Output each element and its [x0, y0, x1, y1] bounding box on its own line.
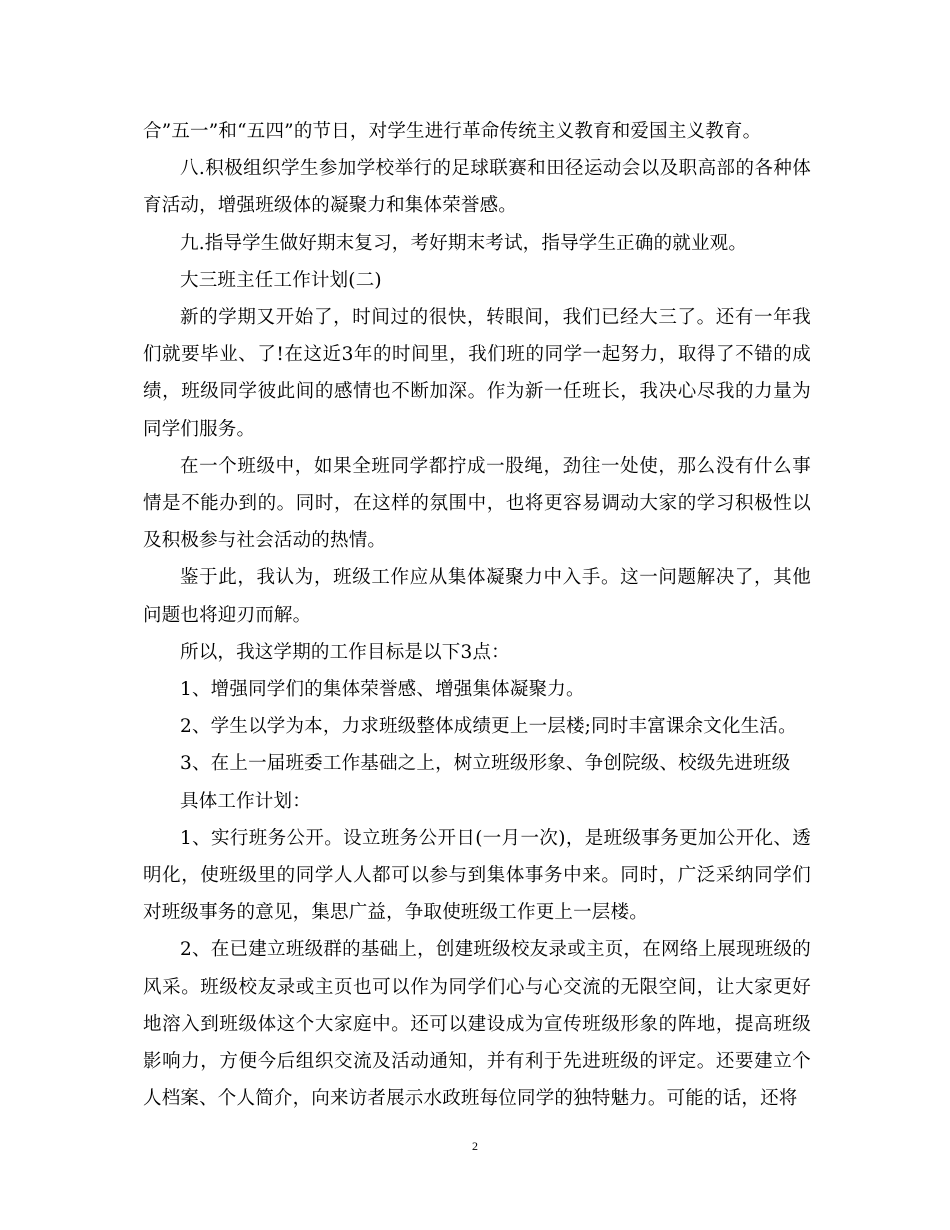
page-number: 2 [472, 1139, 478, 1153]
paragraph-item-nine: 九.指导学生做好期末复习，考好期末考试，指导学生正确的就业观。 [180, 232, 748, 254]
paragraph-intro: 新的学期又开始了，时间过的很快，转眼间，我们已经大三了。还有一年我们就要毕业、了!在这近3年的时间里，我们班的同学一起努力，取得了不错的成绩，班级同学彼此间的感情也不断加深。作为新一任班长，我决心尽我的力量为同学们服务。 [143, 307, 811, 440]
paragraph-goals-intro: 所以，我这学期的工作目标是以下3点： [180, 641, 510, 663]
goal-item-3: 3、在上一届班委工作基础之上，树立班级形象、争创院级、校级先进班级 [180, 753, 791, 775]
paragraph-cohesion: 在一个班级中，如果全班同学都拧成一股绳，劲往一处使，那么没有什么事情是不能办到的。同时，在这样的氛围中，也将更容易调动大家的学习积极性以及积极参与社会活动的热情。 [143, 455, 811, 552]
paragraph-approach: 鉴于此，我认为，班级工作应从集体凝聚力中入手。这一问题解决了，其他问题也将迎刃而解。 [143, 567, 811, 626]
goal-item-2: 2、学生以学为本，力求班级整体成绩更上一层楼;同时丰富课余文化生活。 [180, 716, 797, 738]
document-body [143, 113, 811, 1117]
paragraph-continuation: 合”五一”和“五四”的节日，对学生进行革命传统主义教育和爱国主义教育。 [143, 121, 762, 142]
plan-item-2: 2、在已建立班级群的基础上，创建班级校友录或主页，在网络上展现班级的风采。班级校友录或主页也可以作为同学们心与心交流的无限空间，让大家更好地溶入到班级体这个大家庭中。还可以建设成为宣传班级形象的阵地，提高班级影响力，方便今后组织交流及活动通知，并有利于先进班级的评定。还要建立个人档案、个人简介，向来访者展示水政班每位同学的独特魅力。可能的话，还将 [143, 939, 811, 1110]
paragraph-item-eight: 八.积极组织学生参加学校举行的足球联赛和田径运动会以及职高部的各种体育活动，增强班级体的凝聚力和集体荣誉感。 [143, 158, 811, 217]
plan-item-1: 1、实行班务公开。设立班务公开日(一月一次)，是班级事务更加公开化、透明化，使班级里的同学人人都可以参与到集体事务中来。同时，广泛采纳同学们对班级事务的意见，集思广益，争取使班级工作更上一层楼。 [143, 827, 811, 924]
section-heading: 大三班主任工作计划(二) [180, 269, 382, 291]
plan-heading: 具体工作计划： [180, 790, 311, 812]
goal-item-1: 1、增强同学们的集体荣誉感、增强集体凝聚力。 [180, 679, 585, 701]
